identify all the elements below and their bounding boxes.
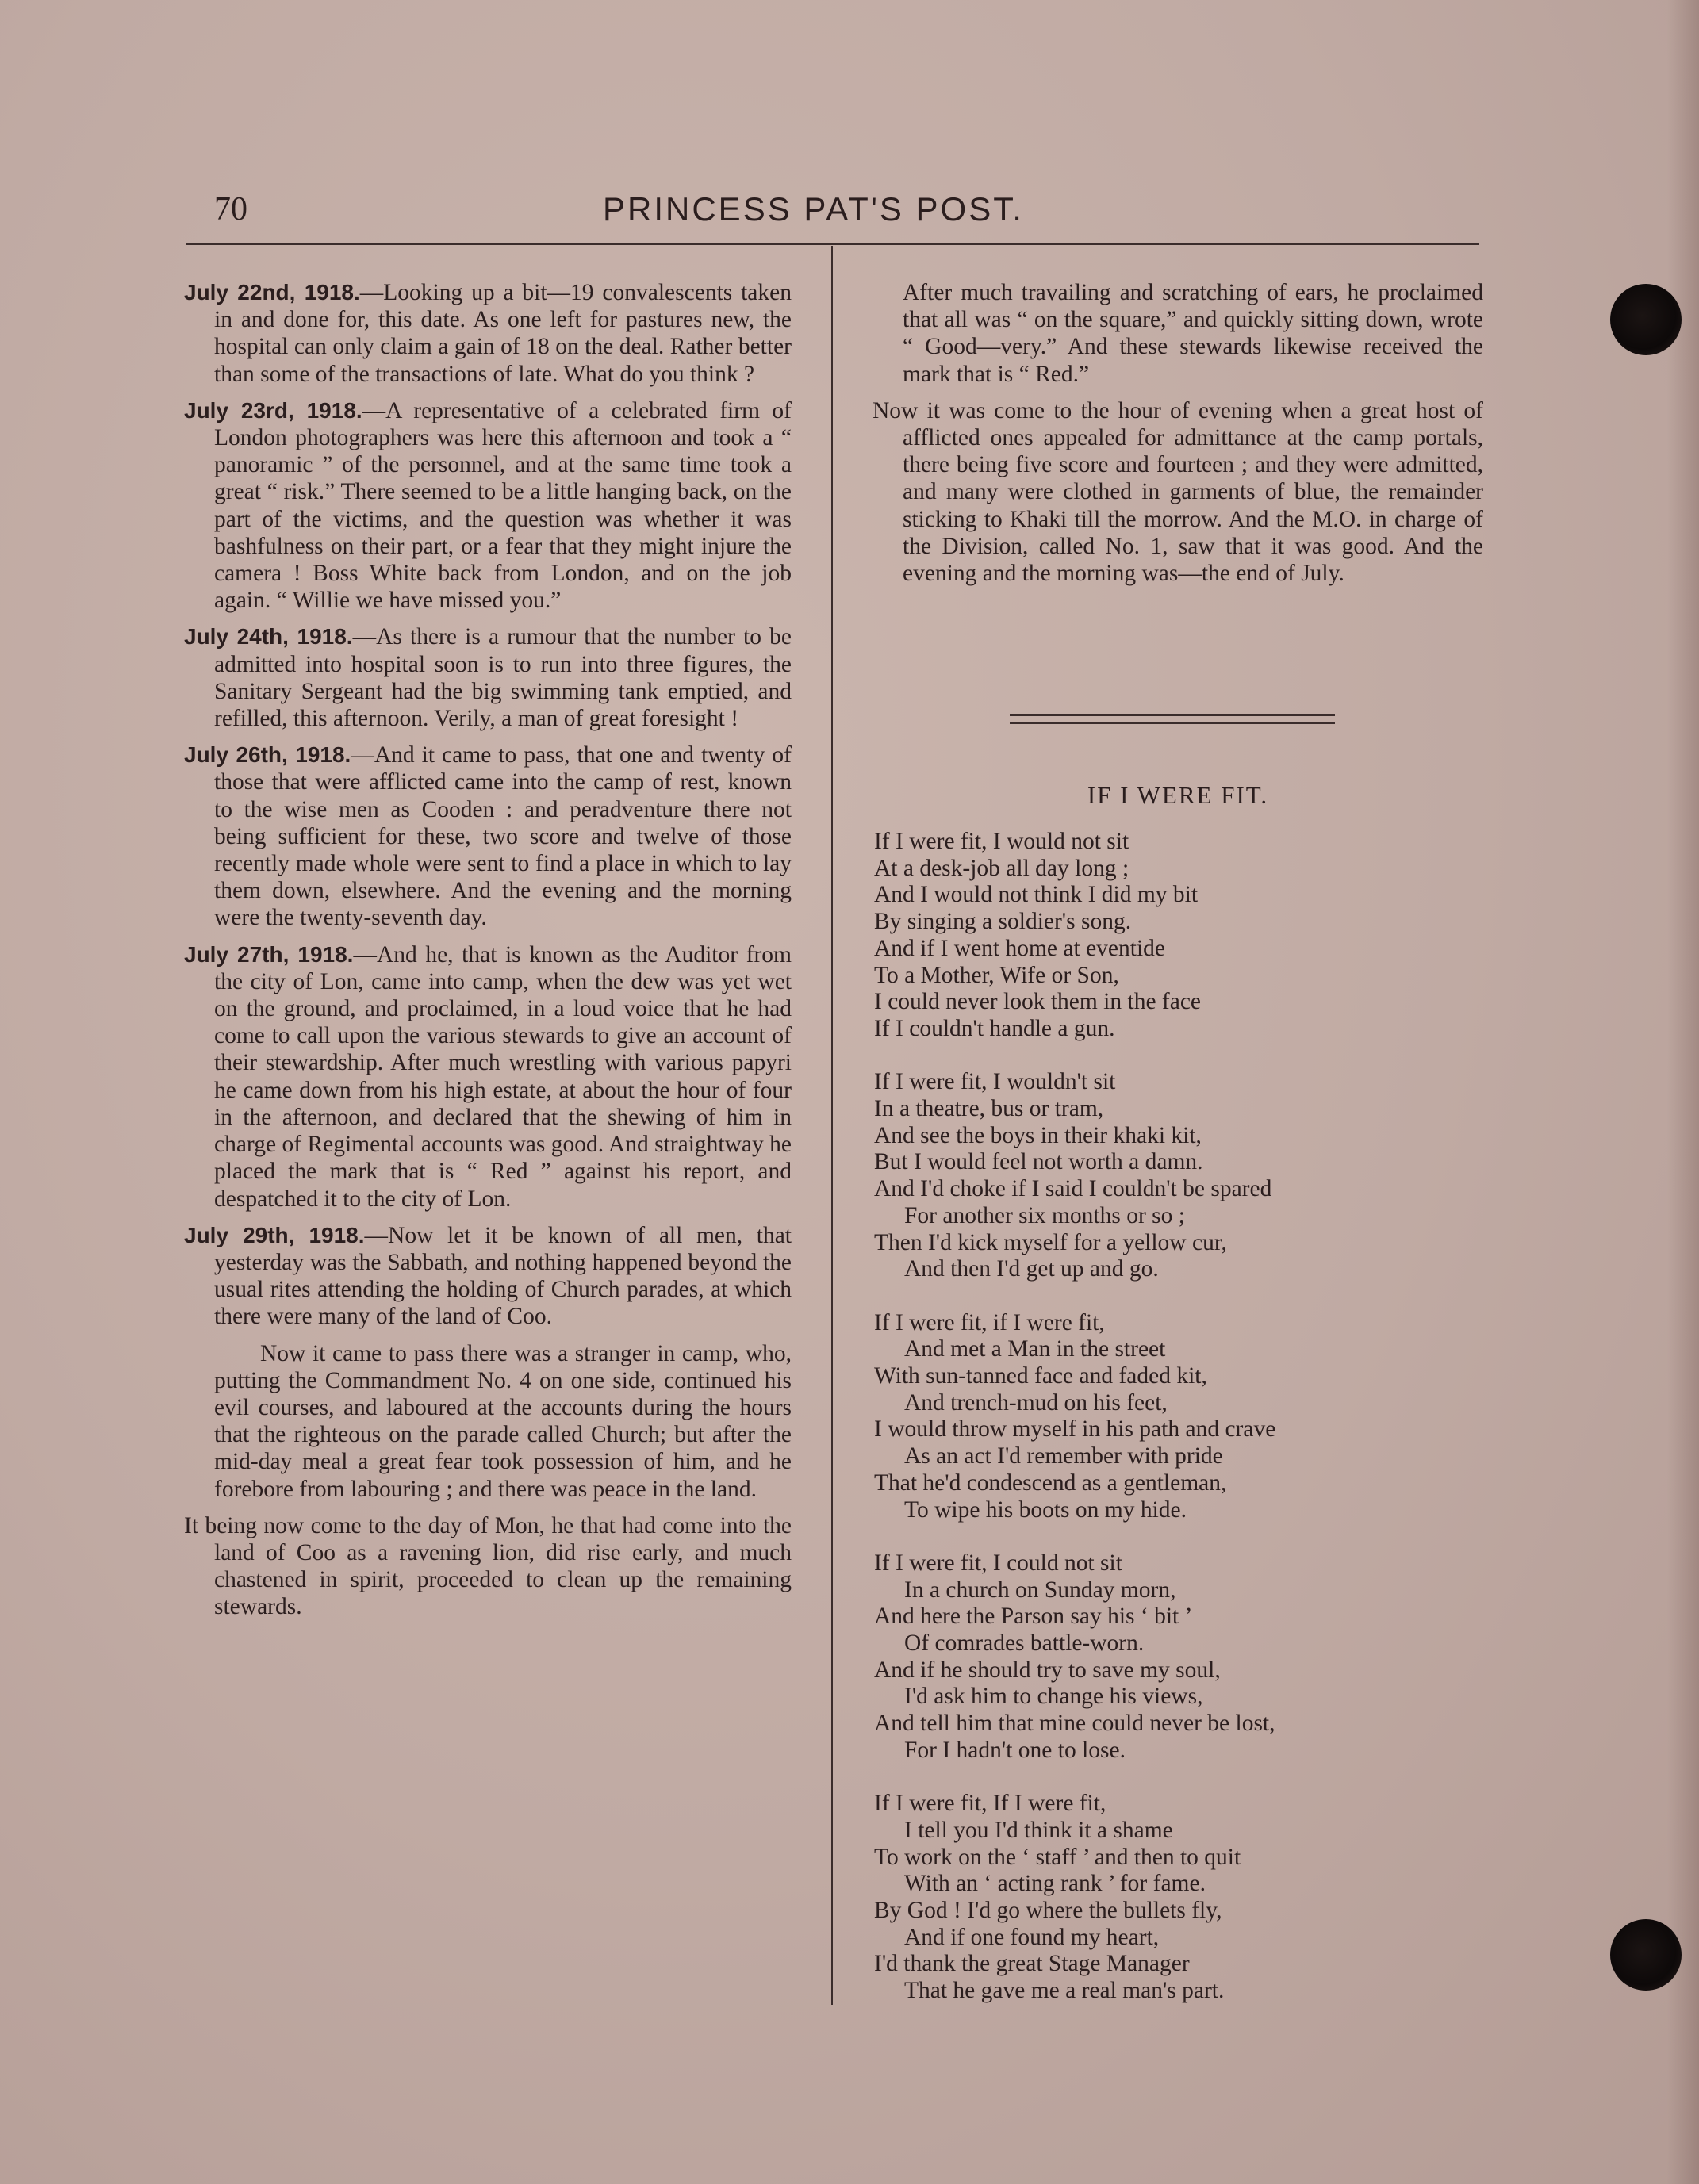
poem-line: As an act I'd remember with pride bbox=[904, 1443, 1223, 1469]
entry-text: —A representative of a celebrated firm of London photographers was here this afternoon and took a “ panoramic ” of the personnel, and at the same time took a great “ risk.” There seemed to be a little hanging back, on the part of the victims, and the question was whether it was bashfulness on their part, or a fear that they might injure the camera ! Boss White back from London, and on the job again. “ Willie we have missed you.” bbox=[214, 397, 792, 614]
diary-entry bbox=[184, 397, 792, 615]
poem-line: That he'd condescend as a gentleman, bbox=[874, 1469, 1227, 1496]
poem-line: I could never look them in the face bbox=[874, 989, 1202, 1015]
poem-line: If I were fit, If I were fit, bbox=[874, 1791, 1106, 1817]
poem-line: If I were fit, I would not sit bbox=[874, 829, 1129, 854]
running-title: PRINCESS PAT'S POST. bbox=[603, 190, 1024, 228]
poem-line: In a church on Sunday morn, bbox=[904, 1577, 1176, 1603]
column-divider bbox=[831, 246, 833, 2005]
poem-line: And I would not think I did my bit bbox=[874, 882, 1199, 908]
poem-line: Of comrades battle-worn. bbox=[904, 1630, 1145, 1657]
page-number: 70 bbox=[214, 191, 247, 228]
poem-line: I'd ask him to change his views, bbox=[904, 1684, 1203, 1710]
poem-line: Then I'd kick myself for a yellow cur, bbox=[874, 1229, 1227, 1255]
poem-stanza bbox=[874, 1550, 1493, 1764]
poem-line: And then I'd get up and go. bbox=[904, 1256, 1159, 1282]
poem-line: For I hadn't one to lose. bbox=[904, 1737, 1126, 1763]
poem-line: I would throw myself in his path and crave bbox=[874, 1416, 1276, 1443]
poem-line: With an ‘ acting rank ’ for fame. bbox=[904, 1871, 1206, 1897]
poem-line: By singing a soldier's song. bbox=[874, 909, 1132, 935]
poem-line: And if I went home at eventide bbox=[874, 935, 1165, 961]
poem-line: If I couldn't handle a gun. bbox=[874, 1015, 1115, 1041]
continuation-paragraph: Now it was come to the hour of evening when a great host of afflicted ones appealed for admittance at the camp portals, there being five score and fourteen ; and they were admitted, and many were clothed in garments of blue, the remainder sticking to Khaki till the morrow. And the M.O. in charge of the Division, called No. 1, saw that it was good. And the evening and the morning was—the end of July. bbox=[873, 397, 1483, 587]
poem-line: To wipe his boots on my hide. bbox=[904, 1496, 1187, 1523]
poem-line: That he gave me a real man's part. bbox=[904, 1978, 1225, 2004]
entry-text: —Looking up a bit—19 convalescents taken in and done for, this date. As one left for pastures new, the hospital can only claim a gain of 18 on the deal. Rather better than some of the transactions of late. What do you think ? bbox=[214, 280, 792, 387]
poem-stanza bbox=[874, 1069, 1493, 1283]
poem-line: With sun-tanned face and faded kit, bbox=[874, 1363, 1207, 1389]
entry-text: —And he, that is known as the Auditor from the city of Lon, came into camp, when the dew was yet wet on the ground, and proclaimed, in a loud voice that he had come to call upon the various stewards to give an account of their stewardship. After much wrestling with various papyri he came down from his high estate, at about the hour of four in the afternoon, and declared that the shewing of him in charge of Regimental accounts was good. And straightway he placed the mark that is “ Red ” against his report, and despatched it to the city of Lon. bbox=[214, 941, 792, 1212]
entry-date: July 23rd, 1918. bbox=[184, 397, 362, 423]
poem-line: But I would feel not worth a damn. bbox=[874, 1149, 1203, 1175]
poem-line: I'd thank the great Stage Manager bbox=[874, 1951, 1190, 1977]
entry-text: —As there is a rumour that the number to be admitted into hospital soon is to run into three figures, the Sanitary Sergeant had the big swimming tank emptied, and refilled, this afternoon. Verily, a man of great foresight ! bbox=[214, 624, 792, 732]
binding-hole-top bbox=[1610, 284, 1682, 355]
section-separator bbox=[1010, 714, 1335, 724]
poem-line: By God ! I'd go where the bullets fly, bbox=[874, 1898, 1222, 1924]
poem-line: And here the Parson say his ‘ bit ’ bbox=[874, 1604, 1193, 1630]
poem-line: I tell you I'd think it a shame bbox=[904, 1817, 1173, 1843]
header-rule bbox=[186, 243, 1479, 245]
poem-line: In a theatre, bus or tram, bbox=[874, 1096, 1104, 1122]
continuation-paragraph: It being now come to the day of Mon, he that had come into the land of Coo as a ravening lion, did rise early, and much chastened in spirit, proceeded to clean up the remaining stewards. bbox=[184, 1512, 792, 1620]
poem-line: If I were fit, I could not sit bbox=[874, 1550, 1122, 1576]
poem-line: And trench-mud on his feet, bbox=[904, 1389, 1168, 1416]
poem-line: To work on the ‘ staff ’ and then to quit bbox=[874, 1844, 1241, 1870]
poem-line: For another six months or so ; bbox=[904, 1202, 1185, 1228]
entry-text: —Now let it be known of all men, that yesterday was the Sabbath, and nothing happened beyond the usual rites attending the holding of Church parades, at which there were many of the land of Coo. bbox=[214, 1222, 792, 1330]
diary-entry bbox=[184, 741, 792, 931]
entry-date: July 29th, 1918. bbox=[184, 1222, 365, 1247]
poem-stanza bbox=[874, 829, 1493, 1043]
binding-hole-bottom bbox=[1610, 1919, 1682, 1991]
diary-entry bbox=[184, 941, 792, 1213]
poem-line: If I were fit, I wouldn't sit bbox=[874, 1069, 1116, 1095]
poem-line: If I were fit, if I were fit, bbox=[874, 1309, 1105, 1335]
continuation-paragraph: After much travailing and scratching of ears, he proclaimed that all was “ on the square,” and quickly sitting down, wrote “ Good—very.” And these stewards likewise received the mark that is “ Red.” bbox=[903, 280, 1483, 387]
entry-date: July 26th, 1918. bbox=[184, 742, 351, 768]
poem-line: And if one found my heart, bbox=[904, 1924, 1160, 1950]
left-column bbox=[184, 279, 792, 1630]
entry-text: —And it came to pass, that one and twenty of those that were afflicted came into the camp of rest, known to the wise men as Cooden : and peradventure there not being sufficient for these, two score and twelve of those recently made whole were sent to find a place in which to lay them down, elsewhere. And the evening and the morning were the twenty-seventh day. bbox=[214, 742, 792, 931]
poem bbox=[874, 829, 1493, 2032]
poem-line: At a desk-job all day long ; bbox=[874, 855, 1129, 881]
diary-entry bbox=[184, 1222, 792, 1331]
poem-line: And tell him that mine could never be lost, bbox=[874, 1711, 1275, 1737]
poem-stanza bbox=[874, 1791, 1493, 2005]
poem-title: IF I WERE FIT. bbox=[1087, 781, 1269, 809]
poem-line: And if he should try to save my soul, bbox=[874, 1657, 1221, 1683]
diary-entry bbox=[184, 279, 792, 388]
poem-line: To a Mother, Wife or Son, bbox=[874, 962, 1119, 988]
poem-stanza bbox=[874, 1310, 1493, 1524]
entry-date: July 27th, 1918. bbox=[184, 941, 354, 967]
poem-line: And I'd choke if I said I couldn't be spared bbox=[874, 1176, 1272, 1202]
entry-date: July 22nd, 1918. bbox=[184, 280, 360, 305]
right-column bbox=[873, 279, 1483, 596]
poem-line: And see the boys in their khaki kit, bbox=[874, 1122, 1202, 1148]
diary-entry bbox=[184, 623, 792, 732]
entry-date: July 24th, 1918. bbox=[184, 624, 353, 649]
continuation-paragraph: Now it came to pass there was a stranger in camp, who, putting the Commandment No. 4 on one side, continued his evil courses, and laboured at the accounts during the hours that the righteous on the parade called Church; but after the mid-day meal a great fear took possession of him, and he forebore from labouring ; and there was peace in the land. bbox=[214, 1340, 792, 1502]
poem-line: And met a Man in the street bbox=[904, 1336, 1166, 1362]
